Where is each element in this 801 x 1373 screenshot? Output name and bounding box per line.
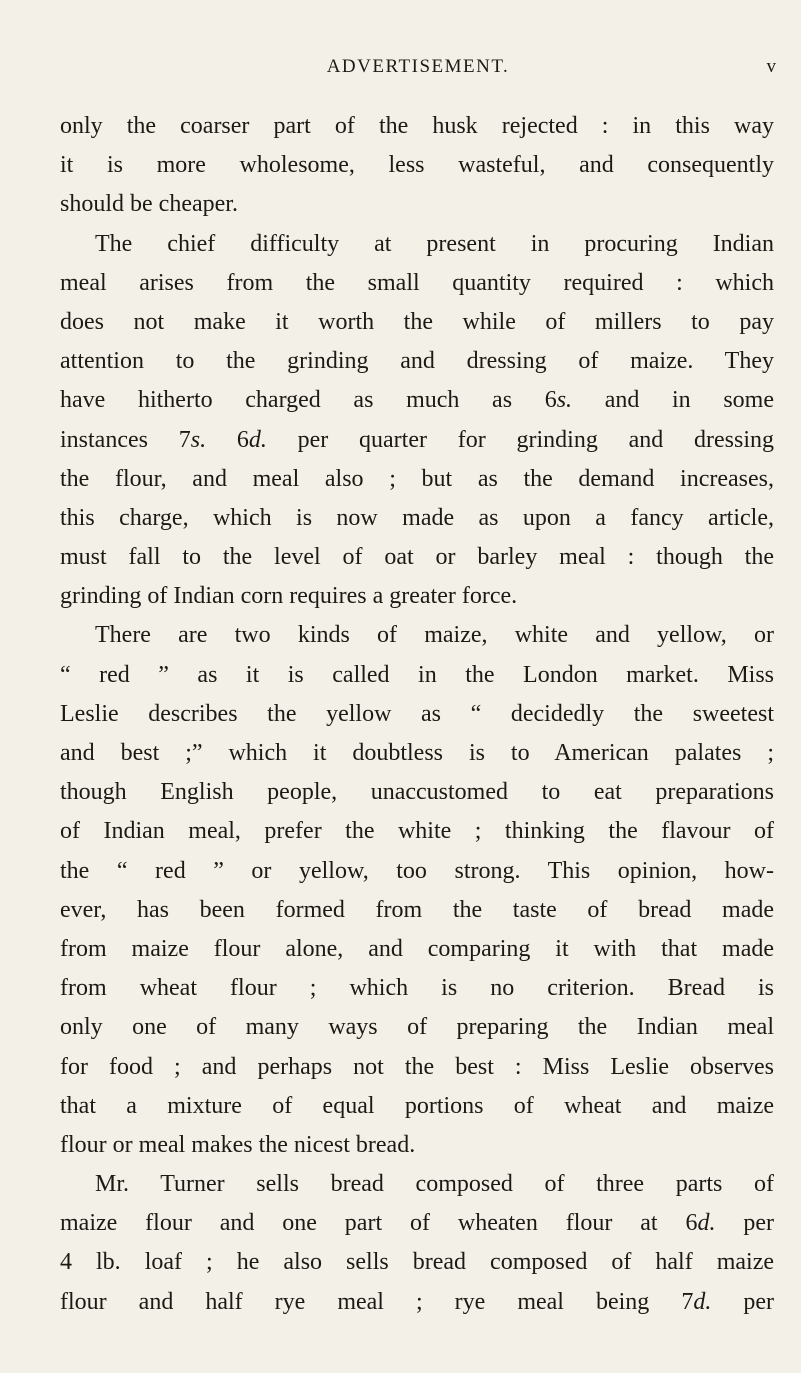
text-line: this charge, which is now made as upon a fancy article, [60,504,774,531]
text-line: Mr. Turner sells bread composed of three parts of [95,1171,774,1198]
text-line: 4 lb. loaf ; he also sells bread composed of half maize [60,1249,774,1276]
text-line: and best ;” which it doubtless is to American palates ; [60,740,774,766]
text-line: The chief difficulty at present in procuring Indian [95,230,774,257]
text-line: There are two kinds of maize, white and yellow, or [95,622,774,649]
body-text [60,107,774,1322]
text-line: does not make it worth the while of millers to pay [60,308,774,335]
text-line: meal arises from the small quantity required : which [60,269,774,296]
text-line: it is more wholesome, less wasteful, and consequently [60,152,774,179]
text-line: that a mixture of equal portions of wheat and maize [60,1092,774,1119]
text-line: must fall to the level of oat or barley meal : though the [60,544,774,571]
text-line: only one of many ways of preparing the Indian meal [60,1014,774,1041]
text-line: ever, has been formed from the taste of bread made [60,896,774,923]
text-line: for food ; and perhaps not the best : Miss Leslie observes [60,1053,774,1080]
running-head [60,52,776,82]
text-line: maize flour and one part of wheaten flour at 6d. per [60,1210,774,1237]
text-line: the “ red ” or yellow, too strong. This opinion, how- [60,857,774,884]
text-line: grinding of Indian corn requires a greater force. [60,583,518,610]
text-line: from wheat flour ; which is no criterion. Bread is [60,975,774,1002]
text-line: of Indian meal, prefer the white ; thinking the flavour of [60,818,774,845]
text-line: though English people, unaccustomed to eat preparations [60,779,774,806]
text-line: have hitherto charged as much as 6s. and in some [60,387,774,414]
text-line: instances 7s. 6d. per quarter for grinding and dressing [60,426,774,453]
text-line: attention to the grinding and dressing of maize. They [60,348,774,375]
text-line: only the coarser part of the husk rejected : in this way [60,113,774,139]
text-line: flour and half rye meal ; rye meal being 7d. per [60,1288,774,1315]
text-line: Leslie describes the yellow as “ decidedly the sweetest [60,700,774,727]
text-line: from maize flour alone, and comparing it with that made [60,935,774,962]
running-title: ADVERTISEMENT. [326,56,510,77]
text-line: “ red ” as it is called in the London market. Miss [60,661,774,688]
text-line: the flour, and meal also ; but as the demand increases, [60,465,774,492]
page-number: v [766,56,776,77]
text-line: should be cheaper. [60,191,238,218]
text-line: flour or meal makes the nicest bread. [60,1131,416,1158]
